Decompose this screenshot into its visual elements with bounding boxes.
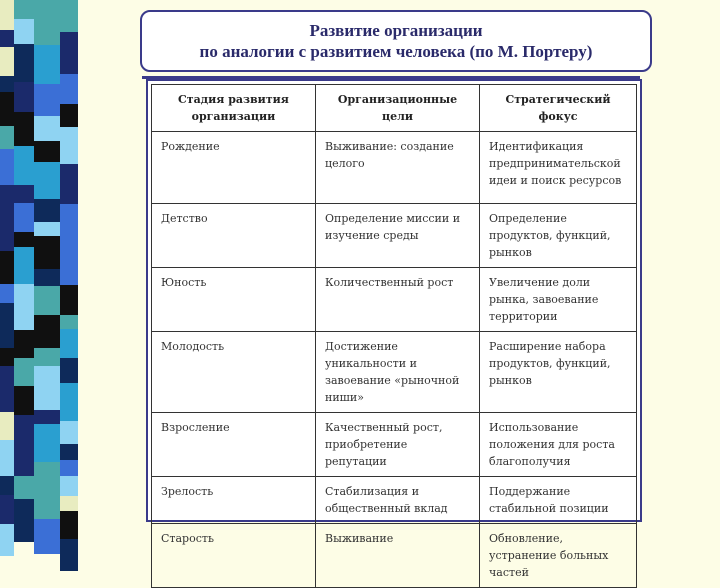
strip-cell: [14, 330, 34, 358]
strip-cell: [60, 511, 78, 539]
table-row: [152, 332, 637, 413]
strip-cell: [0, 126, 14, 149]
header-goals: Организационные цели: [316, 85, 480, 132]
strip-cell: [14, 284, 34, 330]
stage-cell: Детство: [152, 204, 316, 268]
strip-cell: [34, 498, 60, 519]
strip-cell: [60, 104, 78, 127]
strip-cell: [0, 251, 14, 284]
header-stage: Стадия развития организации: [152, 85, 316, 132]
table-row: [152, 524, 637, 588]
table-row: [152, 268, 637, 332]
strip-cell: [60, 329, 78, 358]
strip-cell: [0, 284, 14, 303]
title-box: [140, 10, 652, 72]
stages-table: [151, 84, 637, 588]
strip-cell: [0, 495, 14, 524]
goal-cell: Выживание: [316, 524, 480, 588]
focus-cell: Обновление, устранение больных частей: [480, 524, 637, 588]
strip-cell: [60, 444, 78, 460]
strip-cell: [0, 366, 14, 412]
table-frame: [146, 79, 642, 579]
strip-cell: [14, 82, 34, 112]
strip-cell: [60, 127, 78, 143]
goal-cell: Достижение уникальности и завоевание «рыночной ниши»: [316, 332, 480, 413]
strip-cell: [34, 236, 60, 269]
strip-cell: [0, 524, 14, 556]
table-row: [152, 413, 637, 477]
strip-cell: [34, 141, 60, 162]
strip-cell: [0, 30, 14, 47]
goal-cell: Определение миссии и изучение среды: [316, 204, 480, 268]
strip-cell: [14, 44, 34, 60]
strip-cell: [14, 476, 34, 499]
strip-cell: [34, 162, 60, 199]
strip-cell: [14, 415, 34, 437]
strip-cell: [60, 539, 78, 571]
strip-cell: [0, 92, 14, 126]
strip-cell: [14, 386, 34, 415]
strip-cell: [14, 247, 34, 284]
strip-cell: [0, 215, 14, 251]
strip-cell: [60, 74, 78, 104]
strip-cell: [34, 366, 60, 410]
table-row: [152, 132, 637, 204]
strip-cell: [34, 519, 60, 538]
strip-cell: [14, 358, 34, 386]
strip-cell: [0, 185, 14, 215]
strip-cell: [34, 286, 60, 315]
strip-cell: [0, 348, 14, 366]
strip-cell: [0, 476, 14, 495]
strip-cell: [14, 499, 34, 542]
strip-cell: [34, 84, 60, 116]
strip-cell: [60, 476, 78, 496]
strip-cell: [14, 437, 34, 476]
strip-cell: [60, 164, 78, 204]
strip-cell: [34, 315, 60, 348]
strip-cell: [34, 269, 60, 286]
goal-cell: Качественный рост, приобретение репутации: [316, 413, 480, 477]
focus-cell: Поддержание стабильной позиции: [480, 477, 637, 524]
strip-cell: [0, 0, 14, 30]
focus-cell: Идентификация предпринимательской идеи и поиск ресурсов: [480, 132, 637, 204]
strip-cell: [14, 232, 34, 247]
stage-cell: Взросление: [152, 413, 316, 477]
strip-cell: [14, 146, 34, 185]
header-focus: Стратегический фокус: [480, 85, 637, 132]
focus-cell: Расширение набора продуктов, функций, рынков: [480, 332, 637, 413]
strip-cell: [34, 222, 60, 236]
strip-cell: [34, 538, 60, 554]
strip-cell: [0, 303, 14, 348]
title-line-1: Развитие организации: [309, 21, 483, 40]
strip-cell: [60, 143, 78, 164]
table-header-row: [152, 85, 637, 132]
strip-cell: [0, 440, 14, 476]
strip-cell: [60, 421, 78, 444]
strip-cell: [34, 348, 60, 366]
strip-cell: [0, 47, 14, 76]
goal-cell: Стабилизация и общественный вклад: [316, 477, 480, 524]
strip-cell: [60, 223, 78, 258]
table-row: [152, 477, 637, 524]
strip-cell: [14, 185, 34, 203]
strip-cell: [14, 60, 34, 82]
strip-cell: [60, 0, 78, 32]
strip-cell: [0, 412, 14, 440]
strip-cell: [0, 149, 14, 185]
stage-cell: Юность: [152, 268, 316, 332]
table-row: [152, 204, 637, 268]
strip-cell: [34, 462, 60, 498]
title-line-2: по аналогии с развитием человека (по М. Портеру): [199, 42, 593, 61]
strip-cell: [34, 199, 60, 222]
strip-cell: [34, 116, 60, 141]
decorative-strip: [0, 0, 84, 540]
strip-cell: [34, 424, 60, 462]
strip-cell: [60, 315, 78, 329]
goal-cell: Количественный рост: [316, 268, 480, 332]
strip-cell: [34, 410, 60, 424]
strip-cell: [14, 112, 34, 146]
strip-cell: [60, 32, 78, 74]
strip-cell: [60, 383, 78, 421]
focus-cell: Определение продуктов, функций, рынков: [480, 204, 637, 268]
strip-cell: [34, 45, 60, 84]
strip-cell: [60, 204, 78, 223]
stage-cell: Молодость: [152, 332, 316, 413]
strip-cell: [60, 496, 78, 511]
strip-cell: [60, 358, 78, 383]
goal-cell: Выживание: создание целого: [316, 132, 480, 204]
focus-cell: Использование положения для роста благополучия: [480, 413, 637, 477]
strip-cell: [14, 19, 34, 44]
stage-cell: Зрелость: [152, 477, 316, 524]
strip-cell: [14, 0, 34, 19]
strip-cell: [0, 76, 14, 92]
stage-cell: Рождение: [152, 132, 316, 204]
focus-cell: Увеличение доли рынка, завоевание территории: [480, 268, 637, 332]
strip-cell: [60, 285, 78, 315]
strip-cell: [14, 203, 34, 232]
strip-cell: [34, 0, 60, 45]
strip-cell: [60, 460, 78, 476]
strip-cell: [60, 258, 78, 285]
stage-cell: Старость: [152, 524, 316, 588]
